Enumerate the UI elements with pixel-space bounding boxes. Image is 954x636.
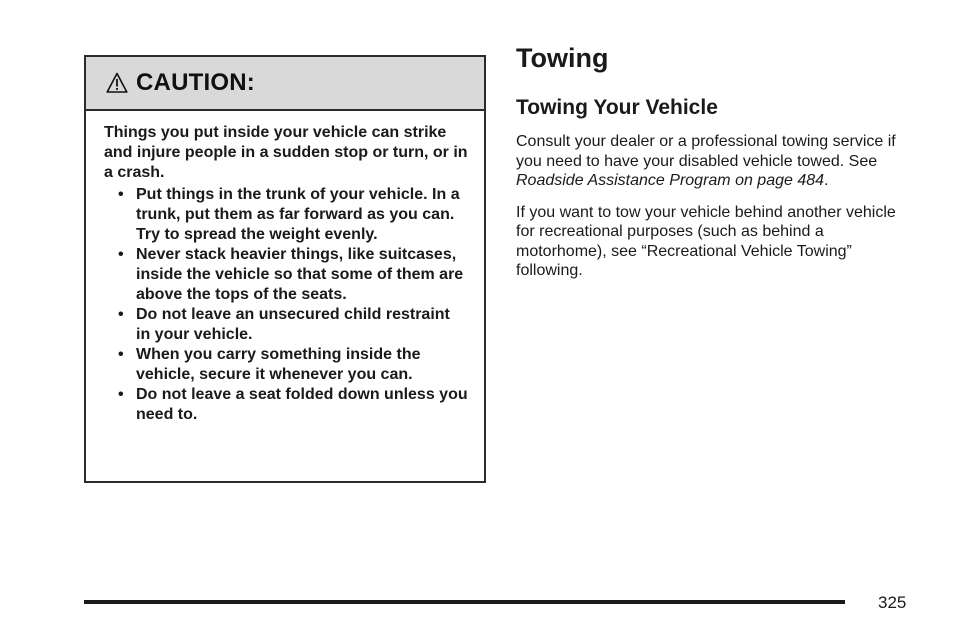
- caution-item-text: Do not leave a seat folded down unless you need to.: [136, 386, 468, 423]
- cross-reference-link[interactable]: Roadside Assistance Program on page 484: [516, 172, 825, 189]
- caution-box: [84, 55, 486, 483]
- warning-triangle-icon: [106, 72, 128, 94]
- caution-header: [86, 57, 484, 111]
- section-title: Towing: [516, 43, 609, 73]
- caution-item-text: When you carry something inside the vehicle, secure it whenever you can.: [136, 346, 421, 383]
- paragraph-consult-dealer: [516, 132, 916, 191]
- paragraph-end: .: [824, 172, 829, 189]
- caution-title: CAUTION:: [136, 69, 255, 96]
- caution-item: [118, 245, 468, 305]
- bullet-icon: •: [118, 386, 124, 403]
- caution-item: [118, 185, 468, 245]
- caution-item: [118, 385, 468, 425]
- bullet-icon: •: [118, 346, 124, 363]
- bullet-icon: •: [118, 246, 124, 263]
- bullet-icon: •: [118, 306, 124, 323]
- caution-item: [118, 345, 468, 385]
- caution-item: [118, 305, 468, 345]
- page-number: 325: [878, 593, 907, 612]
- paragraph-text: Consult your dealer or a professional towing service if you need to have your disabled vehicle towed. See: [516, 133, 896, 170]
- caution-item-text: Do not leave an unsecured child restraint in your vehicle.: [136, 306, 450, 343]
- caution-intro: Things you put inside your vehicle can strike and injure people in a sudden stop or turn, or in a crash.: [104, 124, 468, 181]
- caution-body: [86, 111, 484, 425]
- towing-section: [516, 40, 916, 281]
- paragraph-recreational-towing: If you want to tow your vehicle behind another vehicle for recreational purposes (such as behind a motorhome), see “Recreational Vehicle Towing” following.: [516, 203, 896, 279]
- bullet-icon: •: [118, 186, 124, 203]
- footer-rule: [84, 600, 845, 604]
- caution-item-text: Never stack heavier things, like suitcases, inside the vehicle so that some of them are above the tops of the seats.: [136, 246, 464, 303]
- subsection-title: Towing Your Vehicle: [516, 96, 718, 119]
- caution-list: [104, 185, 468, 425]
- caution-item-text: Put things in the trunk of your vehicle. In a trunk, put them as far forward as you can. Try to spread the weight evenly.: [136, 186, 460, 243]
